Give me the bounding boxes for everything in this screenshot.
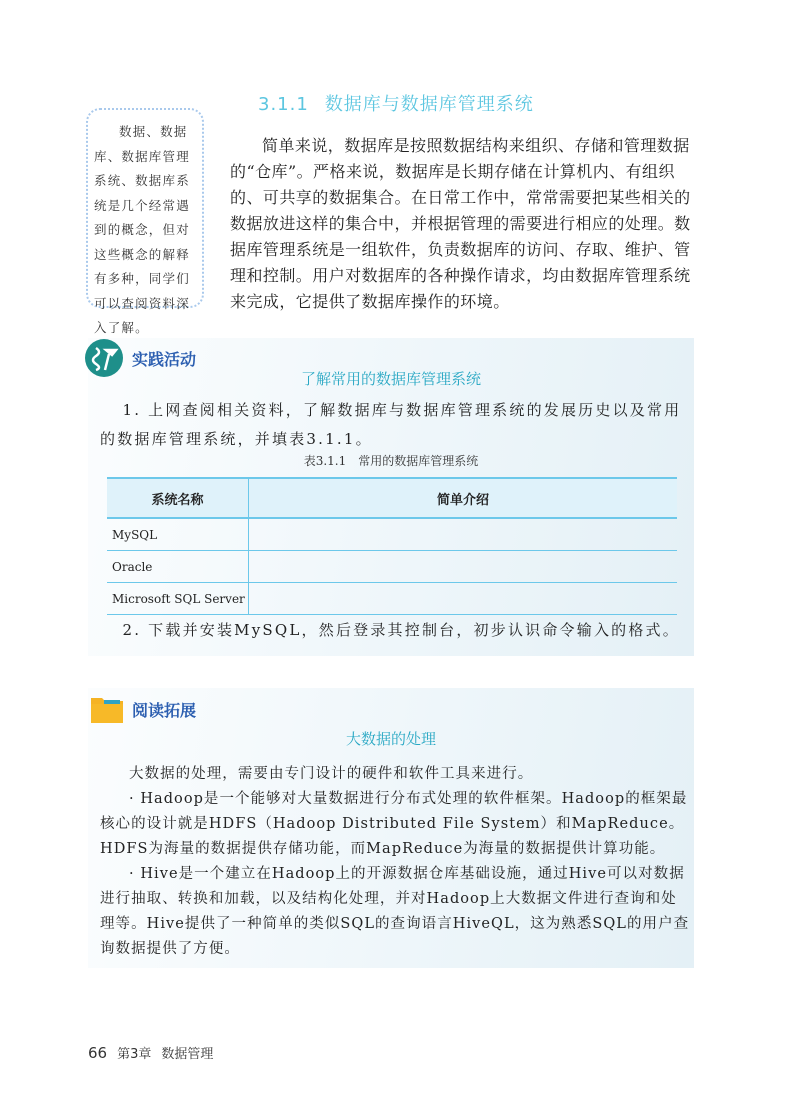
dbms-table: [107, 477, 677, 615]
reading-box: [88, 688, 694, 968]
table-row: [107, 551, 677, 583]
reading-paragraph-hadoop: · Hadoop是一个能够对大量数据进行分布式处理的软件框架。Hadoop的框架最核心的设计就是HDFS（Hadoop Distributed File System）和MapReduce。HDFS为海量的数据提供存储功能，而MapReduce为海量的数据提供计算功能。: [100, 791, 688, 857]
section-number: 3.1.1: [258, 94, 309, 115]
header-description: 简单介绍: [249, 478, 678, 518]
reading-paragraph: 大数据的处理，需要由专门设计的硬件和软件工具来进行。: [129, 766, 534, 782]
activity-title: 了解常用的数据库管理系统: [300, 370, 481, 388]
folder-icon: [90, 694, 124, 724]
reading-label: 阅读拓展: [132, 700, 197, 720]
system-name-cell: Microsoft SQL Server: [107, 583, 249, 615]
reading-header: [90, 694, 196, 724]
header-system-name: 系统名称: [107, 478, 249, 518]
activity-step-1: 1. 上网查阅相关资料，了解数据库与数据库管理系统的发展历史以及常用的数据库管理系统，并填表3.1.1。: [100, 401, 682, 448]
intro-paragraph: 简单来说，数据库是按照数据结构来组织、存储和管理数据的“仓库”。严格来说，数据库是长期存储在计算机内、有组织的、可共享的数据集合。在日常工作中，常常需要把某些相关的数据放进这样的集合中，并根据管理的需要进行相应的处理。数据库管理系统是一组软件，负责数据库的访问、存取、维护、管理和控制。用户对数据库的各种操作请求，均由数据库管理系统来完成，它提供了数据库操作的环境。: [230, 136, 691, 311]
system-name-cell: MySQL: [107, 518, 249, 551]
sidebar-note: 数据、数据库、数据库管理系统、数据库系统是几个经常遇到的概念，但对这些概念的解释有多种，同学们可以查阅资料深入了解。: [86, 108, 204, 308]
table-row: [107, 518, 677, 551]
activity-box: [88, 338, 694, 656]
table-header-row: [107, 478, 677, 518]
reading-title: 大数据的处理: [345, 730, 436, 748]
section-title: 数据库与数据库管理系统: [324, 94, 534, 115]
activity-step-2: 2. 下载并安装MySQL，然后登录其控制台，初步认识命令输入的格式。: [122, 621, 680, 639]
description-cell[interactable]: [249, 518, 678, 551]
table-caption: 表3.1.1 常用的数据库管理系统: [303, 454, 479, 468]
table-row: [107, 583, 677, 615]
reading-paragraph-hive: · Hive是一个建立在Hadoop上的开源数据仓库基础设施，通过Hive可以对数据进行抽取、转换和加载，以及结构化处理，并对Hadoop上大数据文件进行查询和处理等。Hive提供了一种简单的类似SQL的查询语言HiveQL，这为熟悉SQL的用户查询数据提供了方便。: [100, 866, 690, 957]
activity-label: 实践活动: [132, 349, 197, 369]
page-number: 66: [88, 1044, 108, 1062]
system-name-cell: Oracle: [107, 551, 249, 583]
page-footer: [88, 1043, 213, 1062]
description-cell[interactable]: [249, 583, 678, 615]
section-heading: [258, 90, 534, 116]
chapter-title: 数据管理: [161, 1047, 214, 1062]
chapter-number: 第3章: [117, 1047, 152, 1062]
dbms-table-wrap: [107, 477, 677, 615]
description-cell[interactable]: [249, 551, 678, 583]
